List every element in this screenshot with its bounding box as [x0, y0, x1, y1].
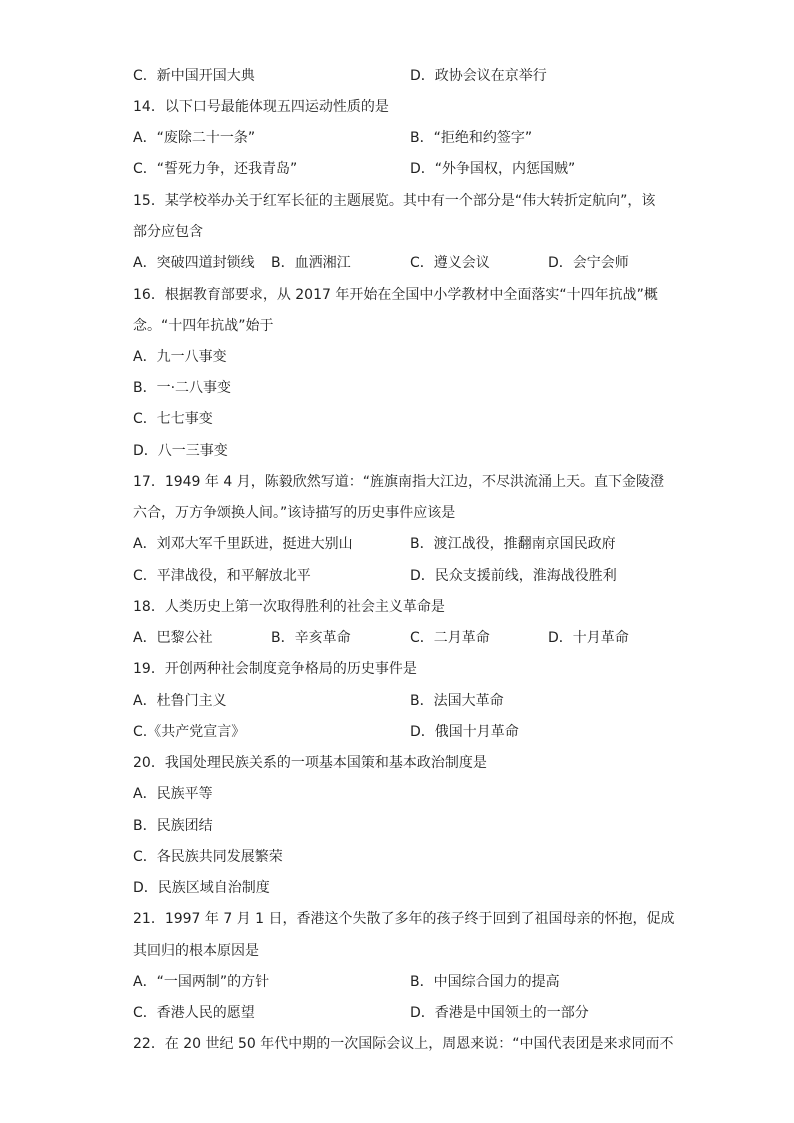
q15-option-a: A．突破四道封锁线: [133, 255, 255, 271]
q17-option-d: D．民众支援前线，淮海战役胜利: [410, 568, 617, 584]
q21-option-c: C．香港人民的愿望: [133, 1005, 255, 1021]
q17-option-b: B．渡江战役，推翻南京国民政府: [410, 536, 616, 552]
q21-stem-line1: 21．1997 年 7 月 1 日，香港这个失散了多年的孩子终于回到了祖国母亲的怀抱，促成: [133, 911, 675, 927]
q15-option-b: B．血洒湘江: [271, 255, 351, 271]
q20-option-a: A．民族平等: [133, 786, 213, 802]
q18-option-c: C．二月革命: [410, 630, 490, 646]
q14-stem: 14．以下口号最能体现五四运动性质的是: [133, 99, 389, 115]
q13-option-d: D．政协会议在京举行: [410, 68, 547, 84]
q19-stem: 19．开创两种社会制度竞争格局的历史事件是: [133, 661, 417, 677]
q14-option-c: C．“誓死力争，还我青岛”: [133, 161, 298, 177]
q20-option-c: C．各民族共同发展繁荣: [133, 849, 283, 865]
q18-option-a: A．巴黎公社: [133, 630, 213, 646]
q16-option-a: A．九一八事变: [133, 349, 227, 365]
q21-option-b: B．中国综合国力的提高: [410, 974, 560, 990]
q21-stem-line2: 其回归的根本原因是: [133, 943, 259, 959]
q16-option-b: B．一·二八事变: [133, 380, 232, 396]
q16-stem-line1: 16．根据教育部要求，从 2017 年开始在全国中小学教材中全面落实“十四年抗战”概: [133, 287, 658, 303]
q18-option-b: B．辛亥革命: [271, 630, 351, 646]
q18-stem: 18．人类历史上第一次取得胜利的社会主义革命是: [133, 599, 445, 615]
q16-option-c: C．七七事变: [133, 411, 213, 427]
q20-stem: 20．我国处理民族关系的一项基本国策和基本政治制度是: [133, 755, 487, 771]
q21-option-a: A．“一国两制”的方针: [133, 974, 270, 990]
q19-option-b: B．法国大革命: [410, 693, 504, 709]
q17-stem-line2: 六合，万方争颂换人间。”该诗描写的历史事件应该是: [133, 505, 456, 521]
q14-option-a: A．“废除二十一条”: [133, 130, 256, 146]
q15-stem-line2: 部分应包含: [133, 224, 203, 240]
q15-option-c: C．遵义会议: [410, 255, 490, 271]
q19-option-a: A．杜鲁门主义: [133, 693, 227, 709]
q19-option-d: D．俄国十月革命: [410, 724, 519, 740]
q19-option-c: C.《共产党宣言》: [133, 724, 246, 740]
q20-option-b: B．民族团结: [133, 818, 213, 834]
q14-option-d: D．“外争国权，内惩国贼”: [410, 161, 576, 177]
q17-option-c: C．平津战役，和平解放北平: [133, 568, 311, 584]
q18-option-d: D．十月革命: [548, 630, 629, 646]
q16-stem-line2: 念。“十四年抗战”始于: [133, 318, 274, 334]
q20-option-d: D．民族区域自治制度: [133, 880, 270, 896]
q13-option-c: C．新中国开国大典: [133, 68, 255, 84]
q16-option-d: D．八一三事变: [133, 443, 228, 459]
q14-option-b: B．“拒绝和约签字”: [410, 130, 533, 146]
q15-stem-line1: 15．某学校举办关于红军长征的主题展览。其中有一个部分是“伟大转折定航向”，该: [133, 193, 656, 209]
q15-option-d: D．会宁会师: [548, 255, 629, 271]
q22-stem-line1: 22．在 20 世纪 50 年代中期的一次国际会议上，周恩来说：“中国代表团是来求同而不: [133, 1036, 674, 1052]
q17-option-a: A．刘邓大军千里跃进，挺进大别山: [133, 536, 353, 552]
q17-stem-line1: 17．1949 年 4 月，陈毅欣然写道：“旌旗南指大江边，不尽洪流涌上天。直下金陵澄: [133, 474, 664, 490]
q21-option-d: D．香港是中国领土的一部分: [410, 1005, 589, 1021]
